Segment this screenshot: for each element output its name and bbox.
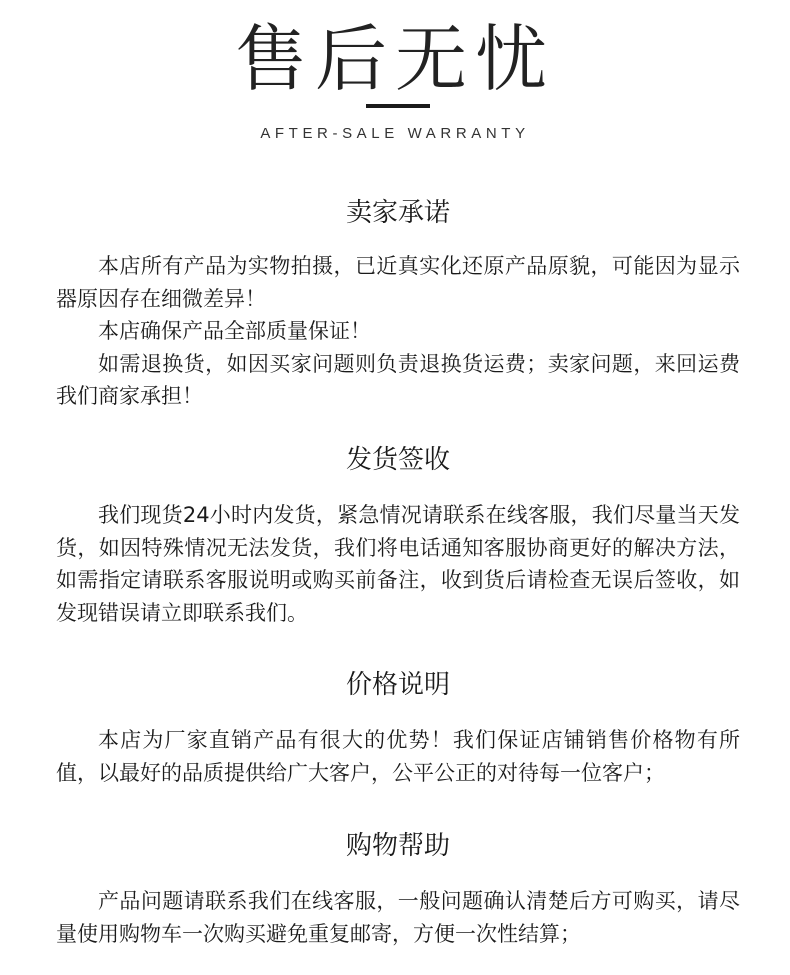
section-price-note <box>56 668 740 789</box>
page-title: 售后无忧 <box>234 17 555 101</box>
page-subtitle: AFTER-SALE WARRANTY <box>260 125 530 142</box>
section-paragraph: 本店所有产品为实物拍摄，已近真实化还原产品原貌，可能因为显示器原因存在细微差异！ <box>56 254 740 311</box>
section-seller-promise <box>56 196 740 413</box>
section-heading: 卖家承诺 <box>345 198 450 228</box>
section-paragraph: 我们现货24小时内发货，紧急情况请联系在线客服，我们尽量当天发货，如因特殊情况无法发货，我们将电话通知客服协商更好的解决方法，如需指定请联系客服说明或购买前备注，收到货后请检查无误后签收，如发现错误请立即联系我们。 <box>56 503 740 625</box>
section-paragraph: 本店为厂家直销产品有很大的优势！我们保证店铺销售价格物有所值，以最好的品质提供给广大客户，公平公正的对待每一位客户； <box>56 728 740 785</box>
section-paragraph: 产品问题请联系我们在线客服，一般问题确认清楚后方可购买，请尽量使用购物车一次购买避免重复邮寄，方便一次性结算； <box>56 889 740 946</box>
section-heading: 发货签收 <box>345 445 450 475</box>
title-underline <box>366 104 430 108</box>
section-paragraph: 如需退换货，如因买家问题则负责退换货运费；卖家问题，来回运费我们商家承担！ <box>56 351 740 408</box>
section-heading: 价格说明 <box>345 670 450 700</box>
section-shipping-receipt <box>56 443 740 629</box>
section-shopping-help <box>56 829 740 950</box>
section-heading: 购物帮助 <box>345 831 450 861</box>
section-paragraph: 本店确保产品全部质量保证！ <box>98 319 371 343</box>
